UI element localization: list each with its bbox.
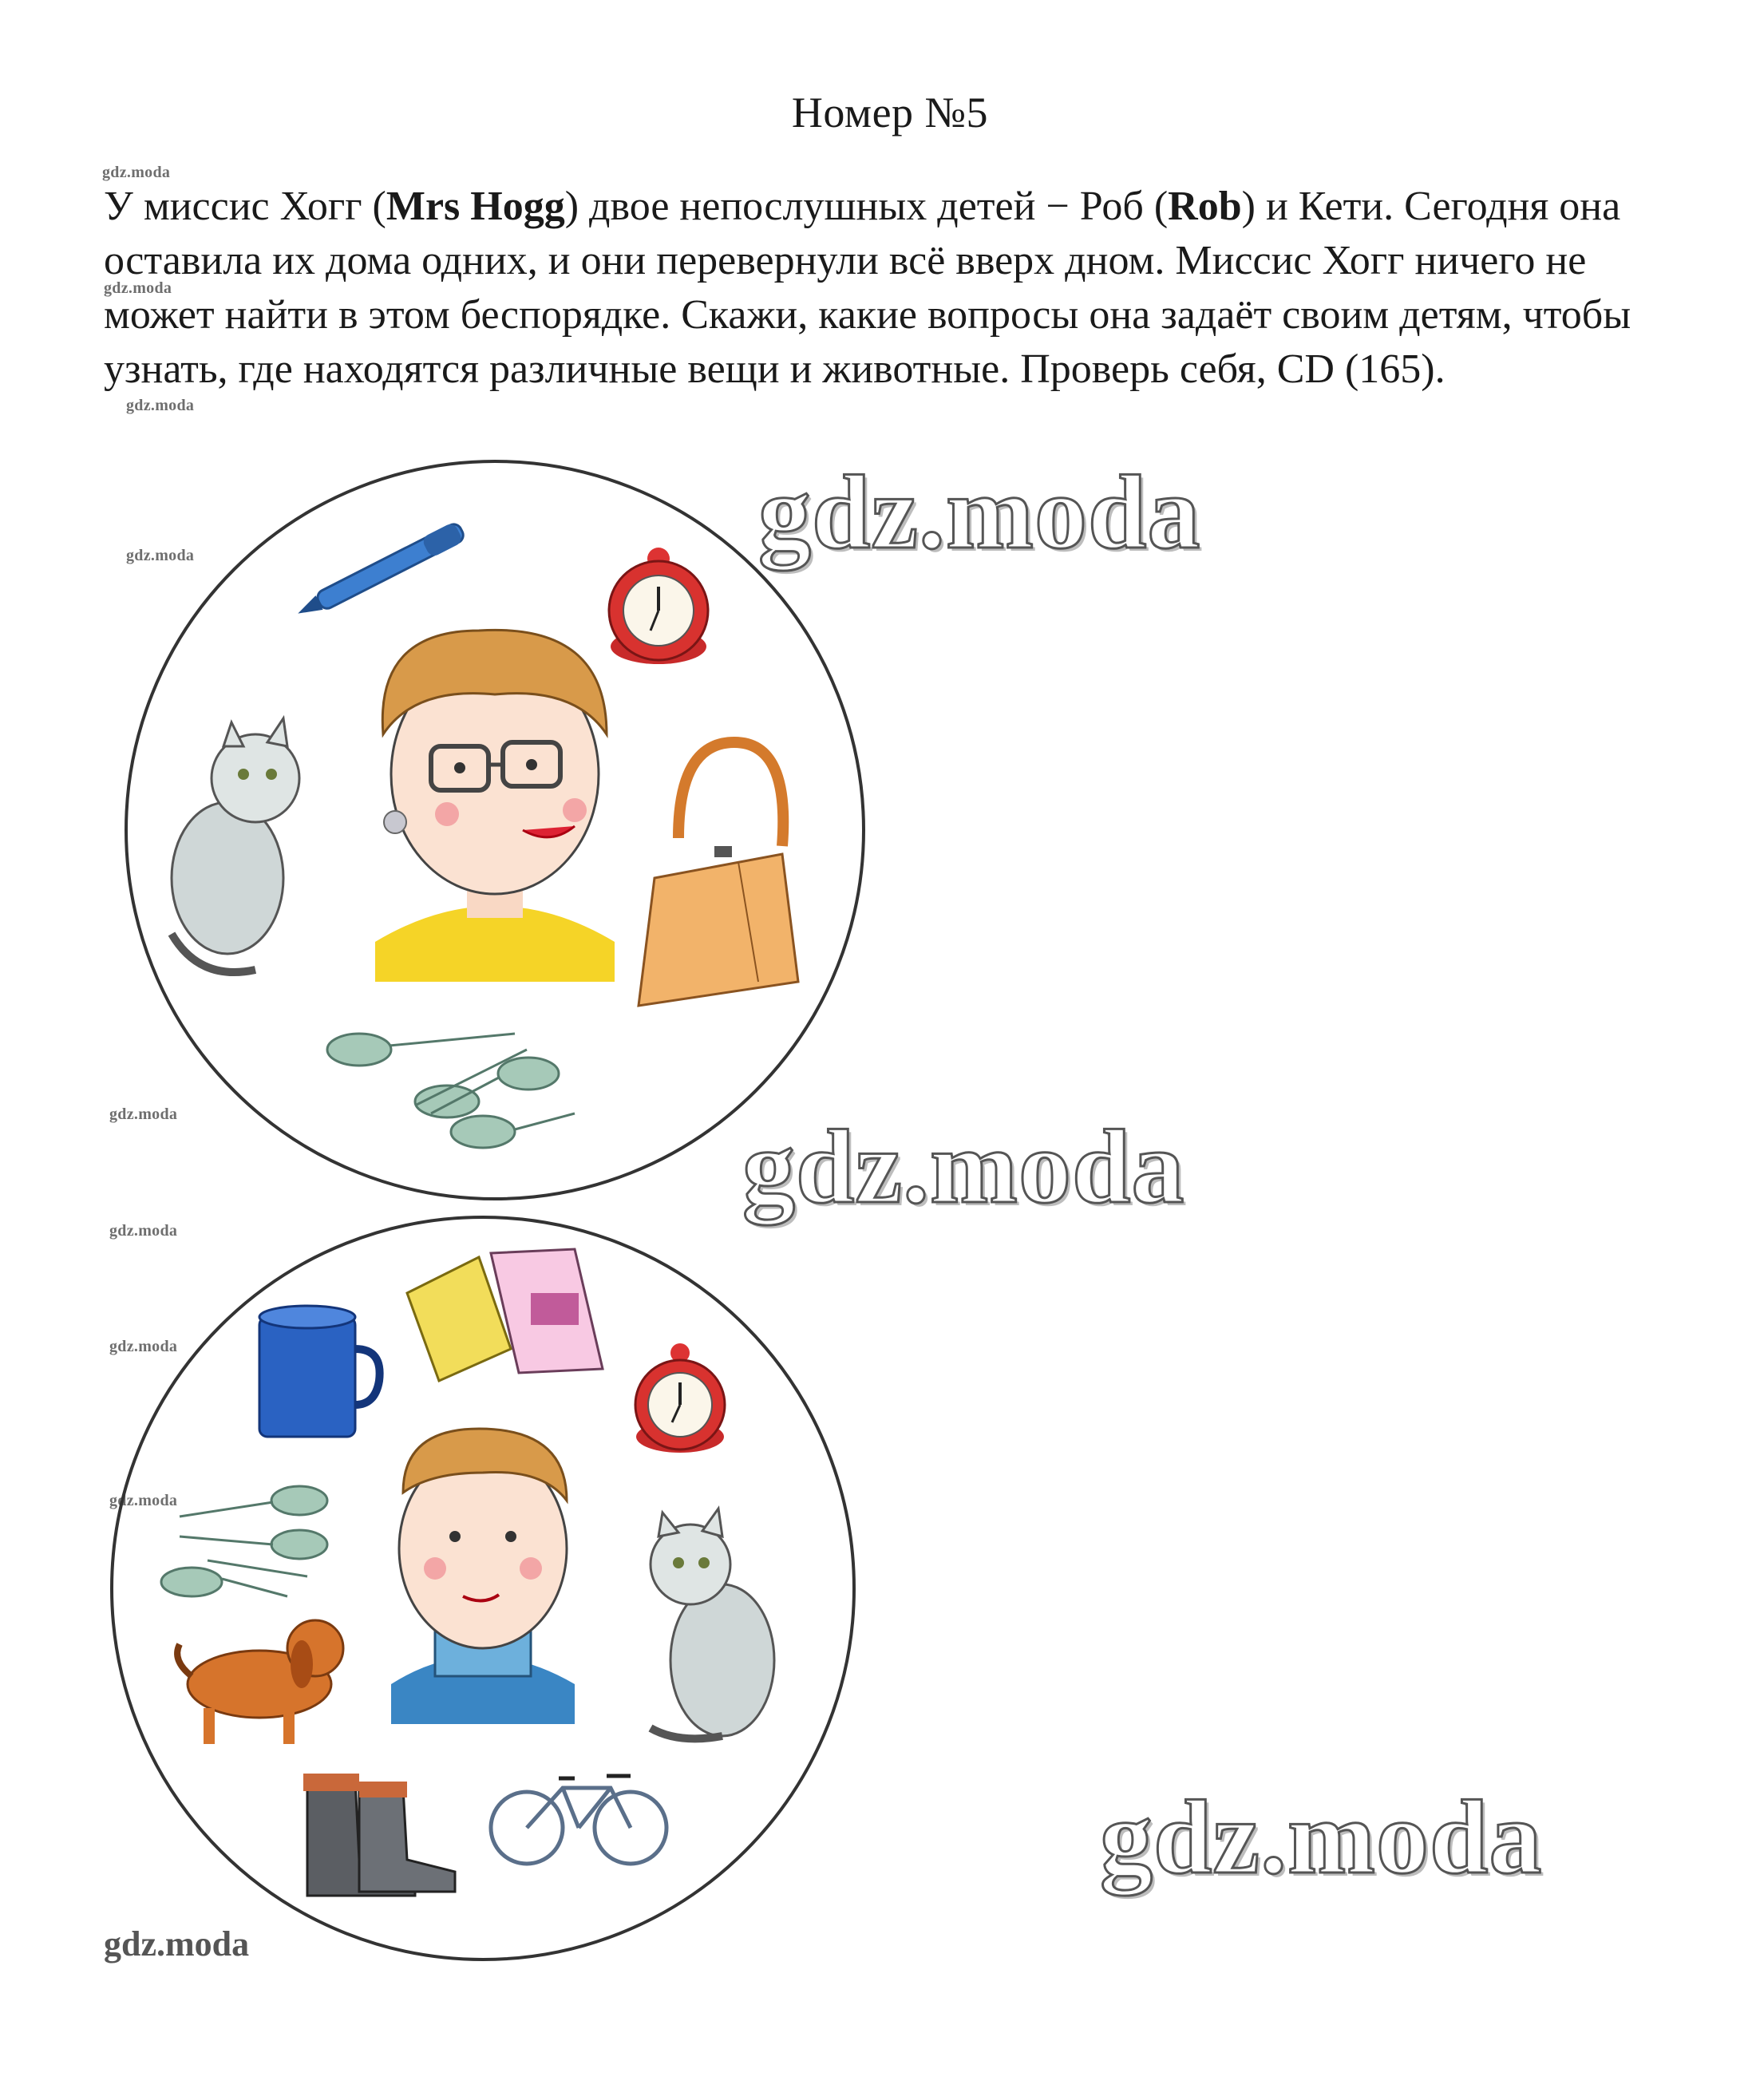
pen-icon [293,520,467,623]
books-icon [407,1249,603,1381]
task-text-part1: У миссис Хогг ( [104,184,386,229]
page-title: Номер №5 [791,89,989,136]
watermark-large: gdz.moda [758,453,1201,571]
watermark-small: gdz.moda [109,1492,178,1509]
handbag-icon [639,742,798,1006]
watermark-small: gdz.moda [102,164,171,181]
watermark-small: gdz.moda [109,1338,178,1355]
bicycle-icon [491,1776,666,1864]
watermark-small: gdz.moda [126,397,195,414]
mrs-hogg-figure [375,630,615,982]
spoons-icon [161,1486,327,1596]
watermark-small: gdz.moda [109,1222,178,1240]
alarm-clock-icon [609,548,708,664]
watermark-large: gdz.moda [742,1108,1185,1225]
mrs-hogg-name: Mrs Hogg [386,184,565,229]
spoons-icon [327,1034,575,1148]
watermark-small: gdz.moda [109,1105,178,1123]
cat-icon [172,718,299,972]
watermark-large: gdz.moda [1100,1778,1543,1896]
cat-icon [651,1509,774,1738]
rob-name: Rob [1168,184,1242,229]
mug-icon [259,1306,380,1437]
watermark-small: gdz.moda [104,279,172,297]
rob-figure [391,1429,575,1724]
task-text-part2: ) двое непослушных детей − Роб ( [564,184,1169,229]
watermark-small: gdz.moda [126,547,195,564]
dog-icon [177,1620,343,1744]
task-text-part3: ) и Кети. Сегодня она оставила их дома одних, и они перевернули всё вверх дном. Миссис Хогг ничего не может найти в этом беспорядке. Скажи, какие вопросы она задаёт своим детям, чтобы узнать, где находятся различные вещи и животные. Проверь себя, CD (165). [104,184,1631,392]
alarm-clock-icon [635,1343,725,1453]
boots-icon [303,1774,455,1896]
watermark-medium: gdz.moda [104,1924,250,1964]
